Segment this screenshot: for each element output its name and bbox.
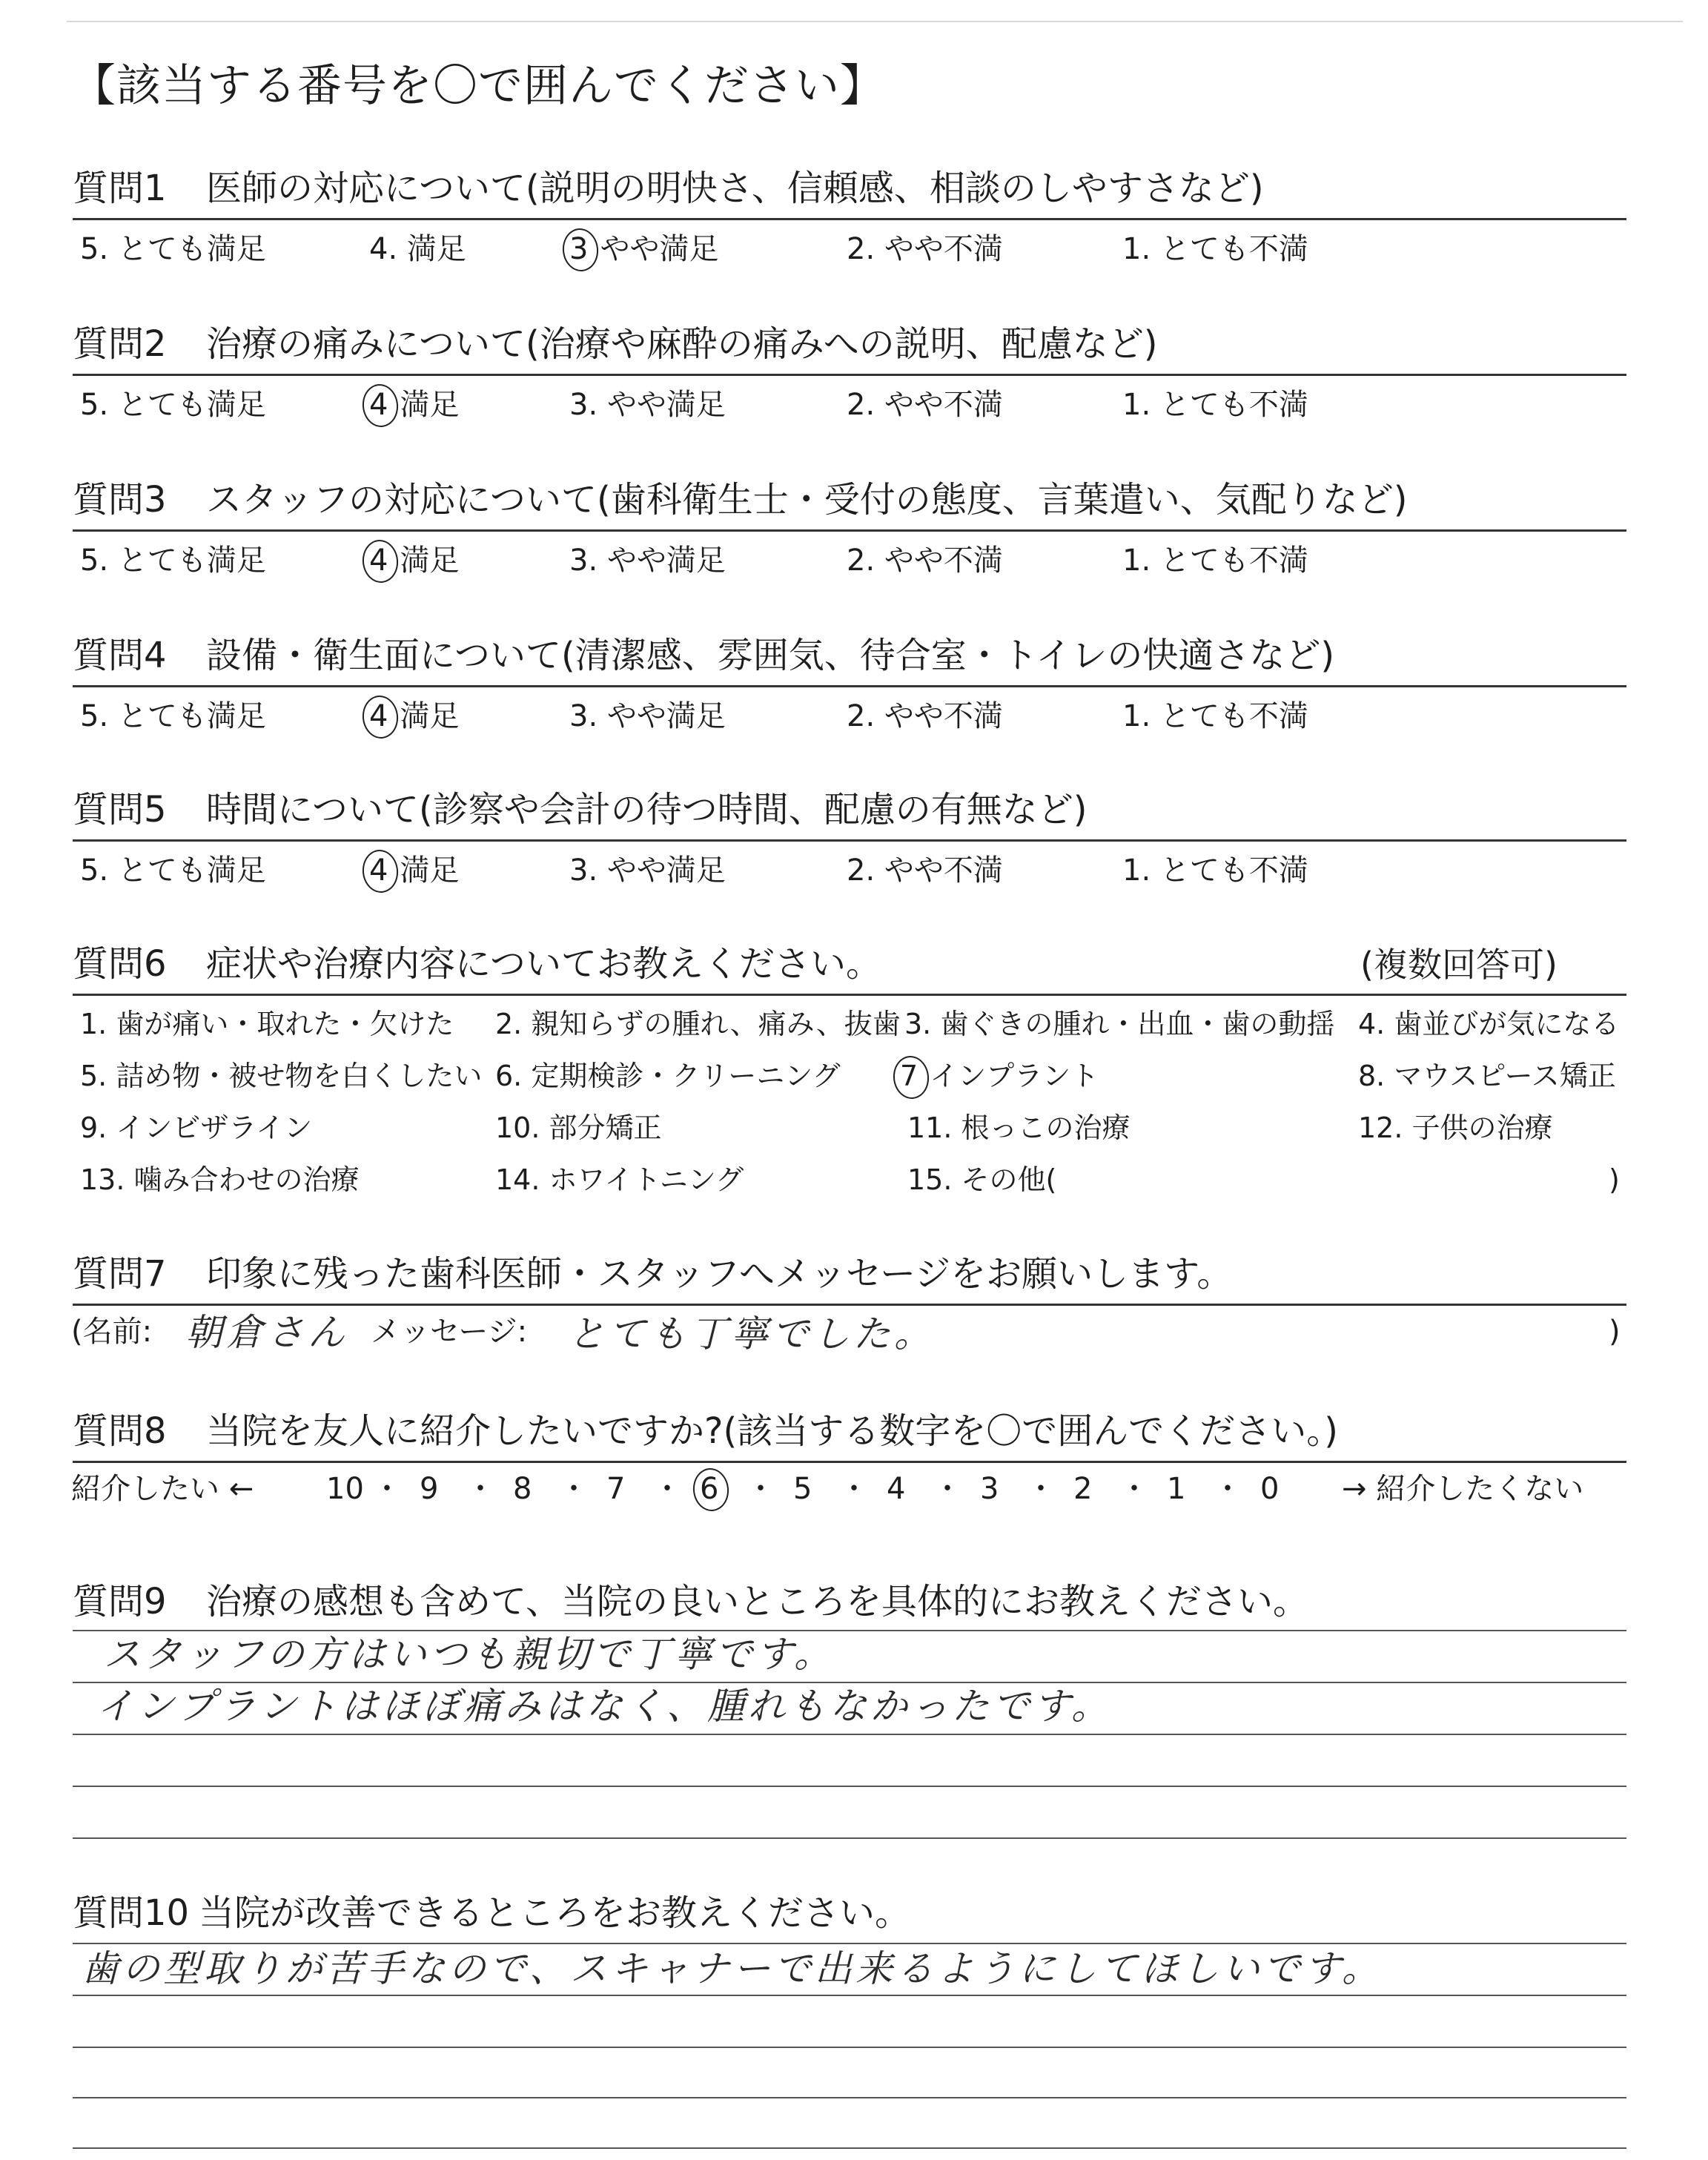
symptom-option-13[interactable]: 13. 噛み合わせの治療 bbox=[80, 1163, 360, 1196]
symptom-option-4[interactable]: 4. 歯並びが気になる bbox=[1358, 1008, 1620, 1040]
scale-separator-dot: ・ bbox=[372, 1472, 402, 1506]
symptom-option-label: インプラント bbox=[930, 1060, 1099, 1092]
rating-label: とても不満 bbox=[1159, 699, 1308, 733]
rating-number: 1 bbox=[1122, 544, 1142, 578]
rating-label: とても満足 bbox=[117, 544, 266, 578]
recommend-score-selected[interactable]: 6 bbox=[700, 1472, 719, 1506]
question-text: 医師の対応について(説明の明快さ、信頼感、相談のしやすさなど) bbox=[206, 168, 1264, 209]
top-border-line bbox=[67, 21, 1683, 22]
question-text: 治療の感想も含めて、当院の良いところを具体的にお教えください。 bbox=[206, 1581, 1309, 1622]
message-close-paren: ) bbox=[1609, 1315, 1621, 1349]
rating-option-1[interactable]: 1. とても不満 bbox=[1122, 699, 1308, 733]
rating-option-5[interactable]: 5. とても満足 bbox=[80, 388, 266, 422]
symptom-option-7[interactable] bbox=[900, 1062, 1099, 1090]
answer-line bbox=[73, 1630, 1626, 1631]
rating-label: やや不満 bbox=[884, 544, 1003, 578]
rating-label: とても満足 bbox=[117, 388, 266, 422]
rating-number: 1 bbox=[1122, 232, 1142, 266]
question-number: 質問9 bbox=[73, 1581, 167, 1622]
rating-number: 3 bbox=[569, 699, 589, 733]
rating-label: とても不満 bbox=[1159, 853, 1308, 888]
rating-number: 5 bbox=[80, 232, 99, 266]
scale-separator-dot: ・ bbox=[466, 1472, 495, 1506]
rating-number: 1 bbox=[1122, 699, 1142, 733]
rating-option-3[interactable]: 3. やや満足 bbox=[569, 699, 726, 733]
scale-separator-dot: ・ bbox=[933, 1472, 962, 1506]
rating-number: 1 bbox=[1122, 853, 1142, 888]
rating-option-5[interactable]: 5. とても満足 bbox=[80, 853, 266, 888]
question-8-rule bbox=[73, 1461, 1626, 1463]
scale-separator-dot: ・ bbox=[839, 1472, 869, 1506]
rating-option-3[interactable] bbox=[569, 234, 718, 264]
recommend-score-4[interactable]: 4 bbox=[887, 1472, 906, 1506]
scale-separator-dot: ・ bbox=[1026, 1472, 1056, 1506]
rating-number: 2 bbox=[847, 388, 866, 422]
rating-label: やや満足 bbox=[606, 544, 726, 578]
rating-number: 4 bbox=[369, 232, 388, 266]
scale-separator-dot: ・ bbox=[746, 1472, 775, 1506]
answer-line bbox=[73, 2047, 1626, 2048]
selected-circle-mark: 4 bbox=[369, 544, 388, 578]
symptom-option-5[interactable]: 5. 詰め物・被せ物を白くしたい bbox=[80, 1060, 483, 1092]
rating-label: やや満足 bbox=[606, 388, 726, 422]
symptom-option-2[interactable]: 2. 親知らずの腫れ、痛み、抜歯 bbox=[495, 1008, 901, 1040]
question-5-rule bbox=[73, 839, 1626, 842]
selected-circle-mark: 4 bbox=[369, 699, 388, 733]
scale-separator-dot: ・ bbox=[1213, 1472, 1242, 1506]
question-text: 症状や治療内容についてお教えください。 bbox=[206, 943, 882, 985]
rating-label: とても不満 bbox=[1159, 388, 1308, 422]
rating-label: 満足 bbox=[406, 232, 466, 266]
other-close-paren: ) bbox=[1609, 1163, 1620, 1196]
symptom-option-14[interactable]: 14. ホワイトニング bbox=[495, 1163, 744, 1196]
question-6-title bbox=[73, 943, 882, 985]
rating-option-2[interactable]: 2. やや不満 bbox=[847, 232, 1003, 266]
symptom-option-3[interactable]: 3. 歯ぐきの腫れ・出血・歯の動揺 bbox=[904, 1008, 1335, 1040]
selected-circle-mark: 7 bbox=[900, 1060, 918, 1092]
rating-option-2[interactable]: 2. やや不満 bbox=[847, 699, 1003, 733]
recommend-right-label: → 紹介したくない bbox=[1342, 1472, 1584, 1506]
rating-option-3[interactable]: 3. やや満足 bbox=[569, 544, 726, 578]
recommend-score-7[interactable]: 7 bbox=[606, 1472, 626, 1506]
rating-label: とても満足 bbox=[117, 699, 266, 733]
rating-label: とても満足 bbox=[117, 232, 266, 266]
recommend-score-9[interactable]: 9 bbox=[420, 1472, 439, 1506]
symptom-option-12[interactable]: 12. 子供の治療 bbox=[1358, 1112, 1553, 1144]
question-text: 印象に残った歯科医師・スタッフへメッセージをお願いします。 bbox=[206, 1253, 1233, 1295]
rating-option-4[interactable] bbox=[369, 701, 459, 731]
rating-option-4[interactable] bbox=[369, 853, 460, 888]
rating-number: 5 bbox=[80, 699, 99, 733]
rating-label: やや満足 bbox=[606, 853, 726, 888]
rating-number: 2 bbox=[847, 853, 866, 888]
rating-option-2[interactable]: 2. やや不満 bbox=[847, 544, 1003, 578]
rating-label: やや満足 bbox=[606, 699, 726, 733]
rating-label: やや不満 bbox=[884, 853, 1003, 888]
rating-number: 3 bbox=[569, 544, 589, 578]
question-text: 治療の痛みについて(治療や麻酔の痛みへの説明、配慮など) bbox=[206, 323, 1158, 365]
rating-label: やや不満 bbox=[884, 232, 1003, 266]
symptom-option-8[interactable]: 8. マウスピース矯正 bbox=[1358, 1060, 1616, 1092]
name-label: (名前: bbox=[71, 1315, 153, 1349]
recommend-score-10[interactable]: 10 bbox=[326, 1472, 364, 1506]
handwritten-answer-line-1: 歯の型取りが苦手なので、スキャナーで出来るようにしてほしいです。 bbox=[82, 1947, 1383, 1990]
question-1-title bbox=[73, 168, 1264, 209]
question-2-title bbox=[73, 323, 1158, 365]
question-text: スタッフの対応について(歯科衛生士・受付の態度、言葉遣い、気配りなど) bbox=[206, 479, 1408, 521]
question-3-rule bbox=[73, 529, 1626, 532]
question-number: 質問1 bbox=[73, 168, 167, 209]
symptom-option-11[interactable]: 11. 根っこの治療 bbox=[907, 1112, 1131, 1144]
selected-circle-mark: 3 bbox=[569, 232, 589, 266]
rating-option-5[interactable]: 5. とても満足 bbox=[80, 544, 266, 578]
rating-label: とても不満 bbox=[1159, 544, 1308, 578]
question-1-rule bbox=[73, 218, 1626, 220]
question-number: 質問7 bbox=[73, 1253, 167, 1295]
question-text: 設備・衛生面について(清潔感、雰囲気、待合室・トイレの快適さなど) bbox=[206, 635, 1335, 676]
symptom-option-6[interactable]: 6. 定期検診・クリーニング bbox=[495, 1060, 841, 1092]
rating-number: 5 bbox=[80, 544, 99, 578]
rating-option-5[interactable]: 5. とても満足 bbox=[80, 699, 266, 733]
selected-circle-mark: 4 bbox=[369, 388, 388, 422]
question-6-rule bbox=[73, 994, 1626, 996]
rating-option-1[interactable]: 1. とても不満 bbox=[1122, 853, 1308, 888]
answer-line bbox=[73, 1995, 1626, 1996]
rating-number: 5 bbox=[80, 853, 99, 888]
recommend-score-3[interactable]: 3 bbox=[980, 1472, 999, 1506]
rating-option-2[interactable]: 2. やや不満 bbox=[847, 853, 1003, 888]
rating-option-3[interactable]: 3. やや満足 bbox=[569, 853, 726, 888]
rating-number: 3 bbox=[569, 853, 589, 888]
question-number: 質問5 bbox=[73, 789, 167, 830]
question-7-rule bbox=[73, 1304, 1626, 1306]
question-number: 質問6 bbox=[73, 943, 167, 985]
question-5-title bbox=[73, 789, 1088, 830]
rating-label: 満足 bbox=[400, 388, 460, 422]
handwritten-name: 朝倉さん bbox=[185, 1311, 348, 1354]
rating-label: やや不満 bbox=[884, 388, 1003, 422]
rating-option-4[interactable] bbox=[369, 390, 459, 420]
symptom-option-15[interactable]: 15. その他( bbox=[907, 1163, 1057, 1196]
recommend-score-8[interactable]: 8 bbox=[513, 1472, 532, 1506]
answer-line bbox=[73, 1786, 1626, 1787]
answer-line bbox=[73, 2097, 1626, 2098]
question-2-rule bbox=[73, 374, 1626, 376]
scale-separator-dot: ・ bbox=[652, 1472, 682, 1506]
question-number: 質問3 bbox=[73, 479, 167, 521]
question-text: 当院が改善できるところをお教えください。 bbox=[199, 1892, 911, 1934]
rating-number: 1 bbox=[1122, 388, 1142, 422]
rating-option-4[interactable] bbox=[369, 544, 460, 578]
rating-number: 5 bbox=[80, 388, 99, 422]
rating-number: 3 bbox=[569, 388, 589, 422]
recommend-score-1[interactable]: 1 bbox=[1167, 1472, 1186, 1506]
scale-separator-dot: ・ bbox=[1119, 1472, 1149, 1506]
recommend-score-2[interactable]: 2 bbox=[1073, 1472, 1093, 1506]
rating-option-4[interactable]: 4. 満足 bbox=[369, 232, 466, 266]
symptom-option-10[interactable]: 10. 部分矯正 bbox=[495, 1112, 662, 1144]
question-number: 質問10 bbox=[73, 1892, 190, 1934]
question-8-title bbox=[73, 1410, 1338, 1452]
question-9-title bbox=[73, 1581, 1309, 1622]
question-7-title bbox=[73, 1253, 1233, 1295]
answer-line bbox=[73, 1682, 1626, 1683]
rating-label: 満足 bbox=[400, 544, 460, 578]
question-number: 質問8 bbox=[73, 1410, 167, 1452]
rating-label: やや不満 bbox=[884, 699, 1003, 733]
question-10-title bbox=[73, 1892, 911, 1934]
rating-label: 満足 bbox=[400, 853, 460, 888]
recommend-score-0[interactable]: 0 bbox=[1260, 1472, 1280, 1506]
rating-label: やや満足 bbox=[600, 232, 719, 266]
question-3-title bbox=[73, 479, 1408, 521]
handwritten-answer-line-2: インプラントはほぼ痛みはなく、腫れもなかったです。 bbox=[96, 1685, 1112, 1728]
recommend-left-label: 紹介したい ← bbox=[71, 1472, 254, 1506]
question-text: 当院を友人に紹介したいですか?(該当する数字を〇で囲んでください。) bbox=[206, 1410, 1338, 1452]
rating-option-3[interactable]: 3. やや満足 bbox=[569, 388, 726, 422]
handwritten-message: とても丁寧でした。 bbox=[568, 1312, 935, 1355]
rating-number: 2 bbox=[847, 544, 866, 578]
recommend-score-5[interactable]: 5 bbox=[793, 1472, 812, 1506]
multiple-answers-note: (複数回答可) bbox=[1360, 945, 1558, 985]
rating-option-1[interactable]: 1. とても不満 bbox=[1122, 232, 1308, 266]
rating-option-1[interactable]: 1. とても不満 bbox=[1122, 388, 1308, 422]
question-4-title bbox=[73, 635, 1335, 676]
rating-label: とても不満 bbox=[1159, 232, 1308, 266]
rating-label: 満足 bbox=[400, 699, 460, 733]
question-number: 質問2 bbox=[73, 323, 167, 365]
scale-separator-dot: ・ bbox=[559, 1472, 589, 1506]
answer-line bbox=[73, 2147, 1626, 2149]
rating-number: 2 bbox=[847, 699, 866, 733]
question-number: 質問4 bbox=[73, 635, 167, 676]
symptom-option-9[interactable]: 9. インビザライン bbox=[80, 1112, 313, 1144]
question-4-rule bbox=[73, 685, 1626, 687]
question-text: 時間について(診察や会計の待つ時間、配慮の有無など) bbox=[206, 789, 1088, 830]
message-label: メッセージ: bbox=[371, 1315, 528, 1349]
rating-number: 2 bbox=[847, 232, 866, 266]
symptom-option-1[interactable]: 1. 歯が痛い・取れた・欠けた bbox=[80, 1008, 454, 1040]
rating-option-2[interactable]: 2. やや不満 bbox=[847, 388, 1003, 422]
handwritten-answer-line-1: スタッフの方はいつも親切で丁寧です。 bbox=[104, 1633, 835, 1676]
selected-circle-mark: 4 bbox=[369, 853, 388, 888]
answer-line bbox=[73, 1837, 1626, 1839]
form-header: 【該当する番号を〇で囲んでください】 bbox=[71, 60, 885, 112]
answer-line bbox=[73, 1734, 1626, 1735]
answer-line bbox=[73, 1943, 1626, 1944]
rating-label: とても満足 bbox=[117, 853, 266, 888]
rating-option-1[interactable]: 1. とても不満 bbox=[1122, 544, 1308, 578]
rating-option-5[interactable]: 5. とても満足 bbox=[80, 232, 266, 266]
